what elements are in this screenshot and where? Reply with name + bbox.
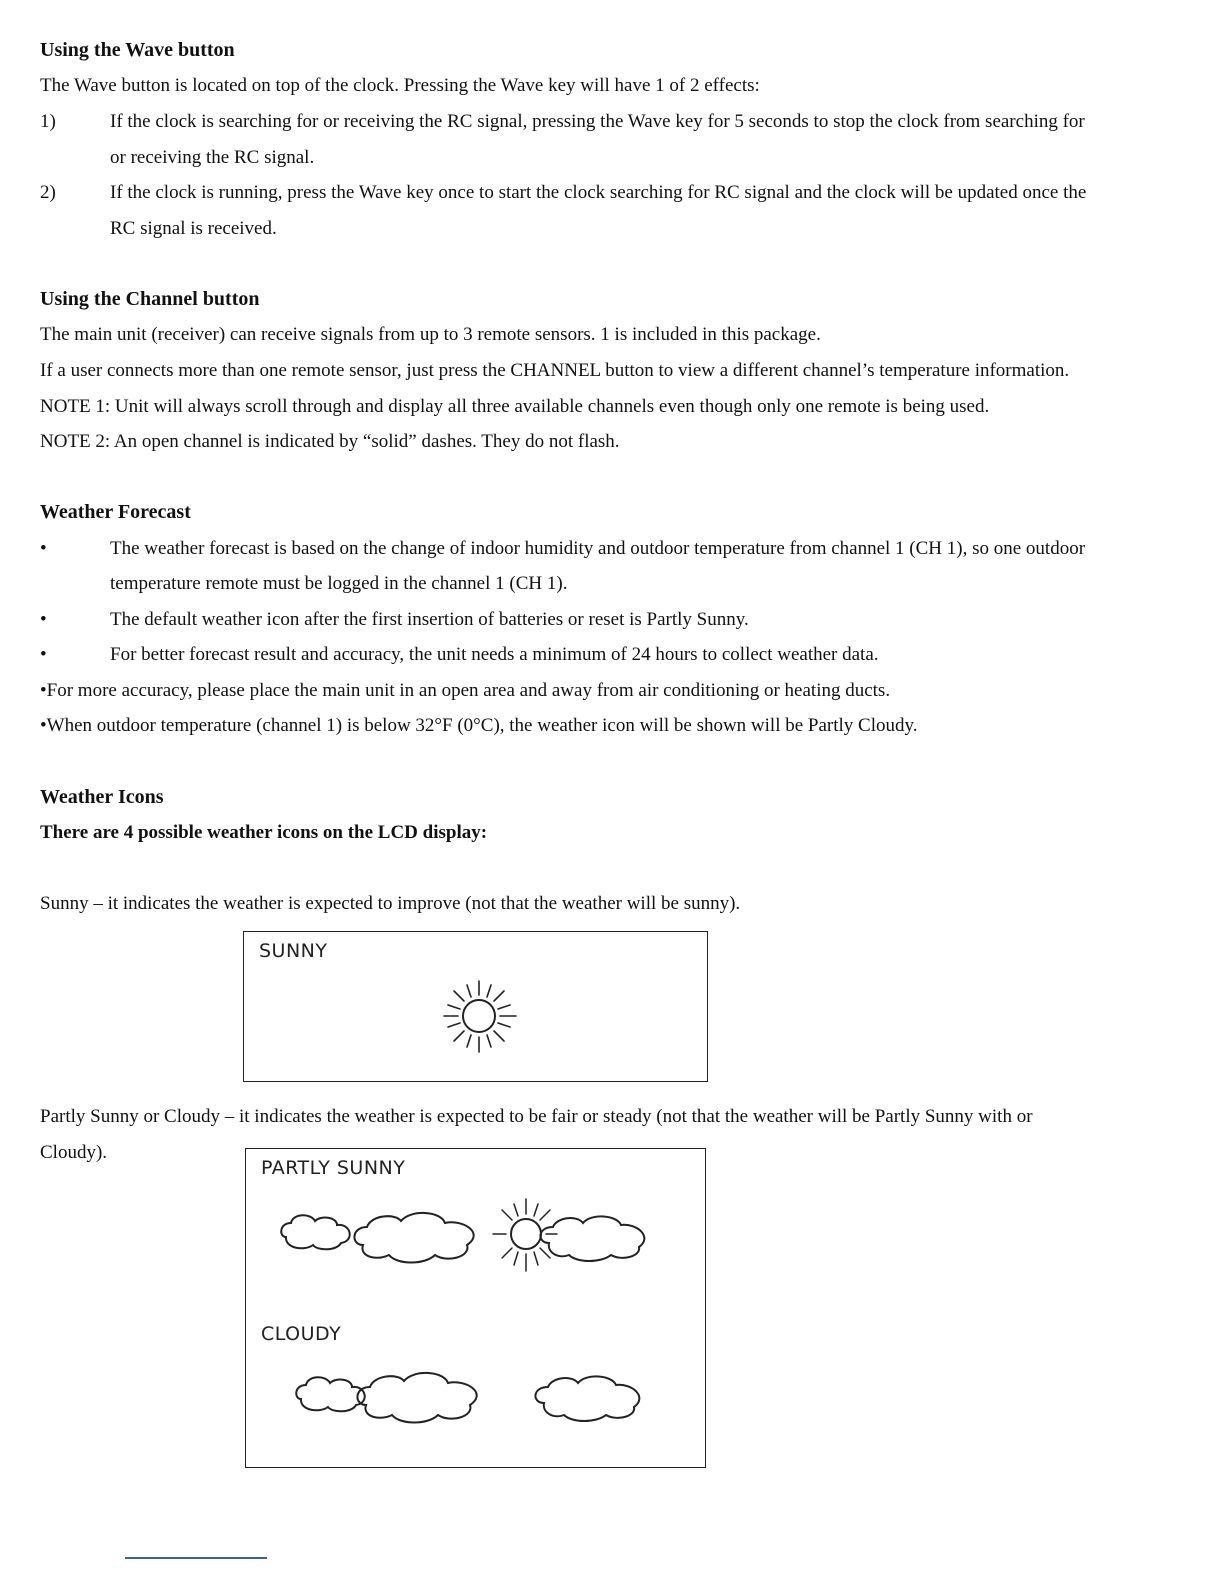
sunny-lcd-box <box>243 931 708 1082</box>
wave-item-1-line-1: If the clock is searching for or receiving the RC signal, pressing the Wave key for 5 seconds to stop the clock from searching for <box>110 111 1085 132</box>
forecast-bullet-3-marker: • <box>40 644 47 665</box>
forecast-bullet-1-line-2: temperature remote must be logged in the channel 1 (CH 1). <box>110 573 568 594</box>
wave-heading: Using the Wave button <box>40 39 235 61</box>
cloudy-label: CLOUDY <box>261 1323 342 1345</box>
cloudy-icon <box>286 1357 676 1447</box>
wave-intro: The Wave button is located on top of the clock. Pressing the Wave key will have 1 of 2 effects: <box>40 75 760 96</box>
wave-item-2-line-1: If the clock is running, press the Wave key once to start the clock searching for RC signal and the clock will be updated once the <box>110 182 1087 203</box>
partly-description-line-2: Cloudy). <box>40 1142 108 1163</box>
footer-rule <box>125 1557 267 1559</box>
forecast-note-1: •For more accuracy, please place the main unit in an open area and away from air conditioning or heating ducts. <box>40 680 891 701</box>
wave-item-2-line-2: RC signal is received. <box>110 218 277 239</box>
channel-note-2: NOTE 2: An open channel is indicated by “solid” dashes. They do not flash. <box>40 431 620 452</box>
forecast-bullet-3-text: For better forecast result and accuracy, the unit needs a minimum of 24 hours to collect weather data. <box>110 644 879 665</box>
forecast-bullet-1-line-1: The weather forecast is based on the change of indoor humidity and outdoor temperature from channel 1 (CH 1), so one outdoor <box>110 538 1086 559</box>
channel-note-1: NOTE 1: Unit will always scroll through and display all three available channels even though only one remote is being used. <box>40 396 990 417</box>
partly-sunny-icon <box>271 1189 671 1289</box>
wave-item-1-line-2: or receiving the RC signal. <box>110 147 315 168</box>
forecast-heading: Weather Forecast <box>40 501 191 523</box>
forecast-note-2: •When outdoor temperature (channel 1) is below 32°F (0°C), the weather icon will be shown will be Partly Cloudy. <box>40 715 918 736</box>
channel-line-2: If a user connects more than one remote sensor, just press the CHANNEL button to view a different channel’s temperature information. <box>40 360 1070 381</box>
wave-item-2-number: 2) <box>40 182 56 203</box>
channel-heading: Using the Channel button <box>40 288 260 310</box>
forecast-bullet-1-marker: • <box>40 538 47 559</box>
sunny-description: Sunny – it indicates the weather is expected to improve (not that the weather will be sunny). <box>40 893 741 914</box>
forecast-bullet-2-text: The default weather icon after the first insertion of batteries or reset is Partly Sunny. <box>110 609 749 630</box>
forecast-bullet-2-marker: • <box>40 609 47 630</box>
sunny-label: SUNNY <box>259 940 328 962</box>
channel-line-1: The main unit (receiver) can receive signals from up to 3 remote sensors. 1 is included in this package. <box>40 324 821 345</box>
icons-heading: Weather Icons <box>40 786 164 808</box>
icons-subheading: There are 4 possible weather icons on the LCD display: <box>40 822 488 843</box>
partly-description-line-1: Partly Sunny or Cloudy – it indicates the weather is expected to be fair or steady (not that the weather will be Partly Sunny with or <box>40 1106 1033 1127</box>
wave-item-1-number: 1) <box>40 111 56 132</box>
partly-cloudy-lcd-box <box>245 1148 706 1468</box>
sun-icon <box>434 976 524 1056</box>
partly-sunny-label: PARTLY SUNNY <box>261 1157 406 1179</box>
